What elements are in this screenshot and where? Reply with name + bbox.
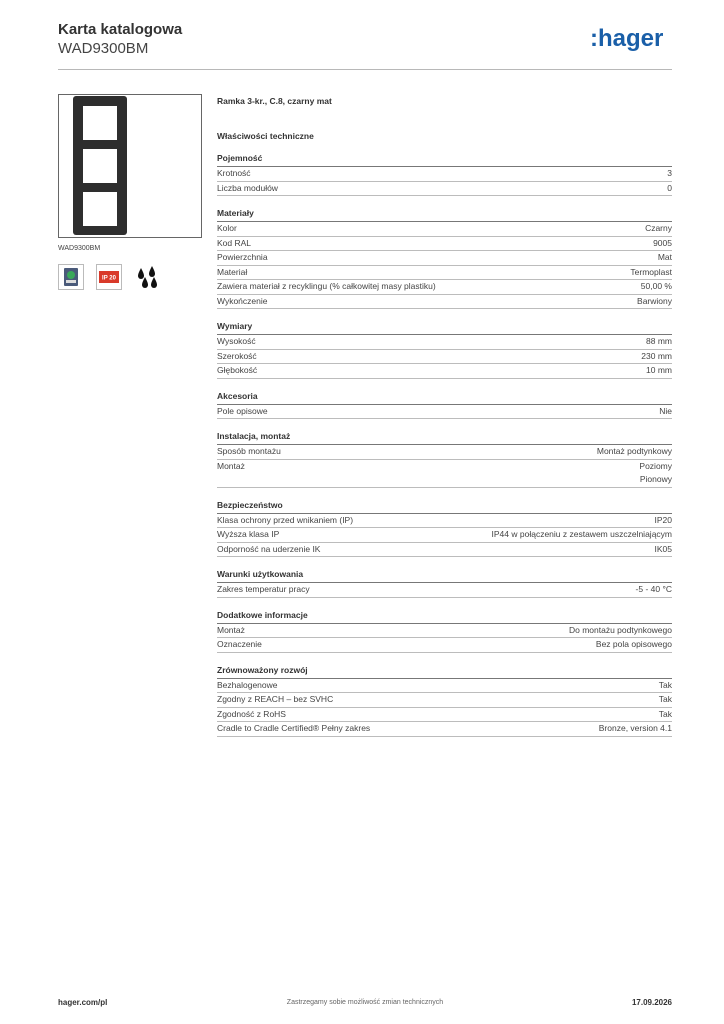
spec-row <box>217 167 672 182</box>
product-name: Ramka 3-kr., C.8, czarny mat <box>217 96 332 106</box>
spec-group-title: Materiały <box>217 207 672 222</box>
spec-row <box>217 693 672 708</box>
spec-label: Klasa ochrony przed wnikaniem (IP) <box>217 514 354 525</box>
spec-value <box>597 445 672 459</box>
spec-label: Krotność <box>217 168 251 178</box>
page-header <box>58 20 672 70</box>
spec-value <box>653 237 672 251</box>
certification-icons <box>58 264 160 290</box>
spec-row <box>217 364 672 379</box>
spec-value-line: Czarny <box>645 223 672 233</box>
spec-label: Bezhalogenowe <box>217 679 278 690</box>
footer-disclaimer: Zastrzegamy sobie możliwość zmian technicznych <box>286 999 444 1006</box>
spec-value <box>641 350 672 364</box>
spec-value <box>630 266 672 280</box>
spec-value-line: Bronze, version 4.1 <box>598 723 672 733</box>
spec-label: Powierzchnia <box>217 252 268 262</box>
spec-label: Głębokość <box>217 365 258 375</box>
spec-row <box>217 722 672 737</box>
spec-row <box>217 514 672 529</box>
spec-value <box>646 335 672 349</box>
ip20-label-icon <box>96 264 122 290</box>
spec-group <box>217 609 672 653</box>
spec-value <box>636 583 672 597</box>
spec-value <box>569 624 672 638</box>
spec-row <box>217 266 672 281</box>
spec-group <box>217 152 672 196</box>
spec-value-line: 0 <box>667 182 672 193</box>
spec-value-line: Mat <box>657 252 672 262</box>
hager-logo <box>590 24 672 56</box>
spec-group <box>217 207 672 309</box>
spec-value-line: IP44 w połączeniu z zestawem uszczelniającym <box>491 529 672 539</box>
spec-label: Kolor <box>217 223 237 233</box>
spec-group <box>217 664 672 737</box>
spec-label: Zawiera materiał z recyklingu (% całkowitej masy plastiku) <box>217 281 436 291</box>
document-title: Karta katalogowa <box>58 21 183 38</box>
spec-value-line: 88 mm <box>646 336 672 346</box>
spec-group-title: Zrównoważony rozwój <box>217 664 672 679</box>
spec-group-title: Pojemność <box>217 152 672 167</box>
product-code: WAD9300BM <box>58 40 149 57</box>
spec-value <box>637 295 672 309</box>
spec-group-title: Warunki użytkowania <box>217 568 672 583</box>
spec-group <box>217 568 672 598</box>
spec-label: Oznaczenie <box>217 639 262 649</box>
spec-row <box>217 251 672 266</box>
logo-text: :hager <box>590 25 664 52</box>
spec-label: Wykończenie <box>217 295 268 306</box>
spec-label: Materiał <box>217 266 248 277</box>
spec-label: Szerokość <box>217 350 257 361</box>
spec-value-line: Pionowy <box>639 474 672 484</box>
spec-label: Pole opisowe <box>217 405 268 416</box>
spec-value-line: 9005 <box>653 237 672 248</box>
spec-group-title: Dodatkowe informacje <box>217 609 672 624</box>
spec-group-title: Bezpieczeństwo <box>217 499 672 514</box>
spec-group <box>217 430 672 488</box>
spec-value <box>658 251 672 265</box>
spec-group-title: Wymiary <box>217 320 672 335</box>
spec-content <box>217 94 672 748</box>
footer-website: hager.com/pl <box>58 998 108 1007</box>
spec-value-line: Tak <box>658 708 672 719</box>
spec-value <box>659 708 672 722</box>
spec-value <box>667 167 672 181</box>
spec-label: Odporność na uderzenie IK <box>217 543 321 554</box>
spec-label: Cradle to Cradle Certified® Pełny zakres <box>217 723 371 733</box>
spec-row <box>217 237 672 252</box>
spec-label: Kod RAL <box>217 237 252 248</box>
spec-value-line: Nie <box>659 405 672 416</box>
spec-group <box>217 390 672 420</box>
spec-row <box>217 543 672 558</box>
spec-row <box>217 445 672 460</box>
spec-group <box>217 499 672 558</box>
spec-row <box>217 679 672 694</box>
spec-row <box>217 638 672 653</box>
spec-value-line: Tak <box>658 694 672 704</box>
spec-row <box>217 528 672 543</box>
spec-row <box>217 295 672 310</box>
spec-value-line: 10 mm <box>646 365 672 375</box>
spec-label: Zgodność z RoHS <box>217 708 286 719</box>
spec-value <box>639 460 672 487</box>
spec-group <box>217 320 672 379</box>
spec-value-line: Do montażu podtynkowego <box>568 624 672 635</box>
spec-value <box>596 638 672 652</box>
spec-label: Wysokość <box>217 336 256 346</box>
spec-value <box>655 514 673 528</box>
ecodesign-label-icon <box>58 264 84 290</box>
spec-row <box>217 460 672 488</box>
spec-value <box>659 693 672 707</box>
spec-value <box>655 543 673 557</box>
spec-label: Montaż <box>217 460 245 471</box>
spec-row <box>217 350 672 365</box>
spec-row <box>217 583 672 598</box>
ip-label-text: IP 20 <box>102 275 116 282</box>
spec-label: Liczba modułów <box>217 182 278 193</box>
spec-value <box>659 679 672 693</box>
spec-value-line: IP20 <box>654 514 672 525</box>
spec-value <box>645 222 672 236</box>
spec-value-line: Tak <box>658 679 672 690</box>
spec-row <box>217 405 672 420</box>
spec-row <box>217 182 672 197</box>
footer-date: 17.09.2026 <box>631 998 672 1007</box>
spec-value <box>641 280 672 294</box>
spec-row <box>217 624 672 639</box>
spec-label: Montaż <box>217 624 245 635</box>
spec-value-line: IK05 <box>654 543 672 554</box>
spec-value-line: Barwiony <box>637 295 672 306</box>
spec-value <box>599 722 672 736</box>
spec-value <box>646 364 672 378</box>
spec-row <box>217 222 672 237</box>
drops-icon <box>134 264 160 290</box>
spec-value-line: Montaż podtynkowy <box>596 446 672 456</box>
spec-row <box>217 280 672 295</box>
spec-value-line: 3 <box>667 168 672 178</box>
product-image <box>58 94 202 238</box>
spec-label: Sposób montażu <box>217 446 281 456</box>
spec-value-line: -5 - 40 °C <box>635 584 672 594</box>
spec-groups <box>217 152 672 737</box>
image-caption: WAD9300BM <box>58 245 101 252</box>
spec-value <box>492 528 672 542</box>
spec-value <box>659 405 672 419</box>
spec-value-line: Poziomy <box>639 460 672 471</box>
spec-label: Zakres temperatur pracy <box>217 584 310 594</box>
section-title: Właściwości techniczne <box>217 131 314 141</box>
spec-value <box>667 182 672 196</box>
spec-value-line: Termoplast <box>630 266 672 277</box>
spec-group-title: Akcesoria <box>217 390 672 405</box>
header-divider <box>58 69 672 70</box>
spec-label: Wyższa klasa IP <box>217 529 280 539</box>
spec-row <box>217 708 672 723</box>
spec-group-title: Instalacja, montaż <box>217 430 672 445</box>
spec-label: Zgodny z REACH – bez SVHC <box>217 694 334 704</box>
spec-value-line: Bez pola opisowego <box>595 639 672 649</box>
spec-value-line: 230 mm <box>641 350 672 361</box>
spec-row <box>217 335 672 350</box>
spec-value-line: 50,00 % <box>640 281 672 291</box>
